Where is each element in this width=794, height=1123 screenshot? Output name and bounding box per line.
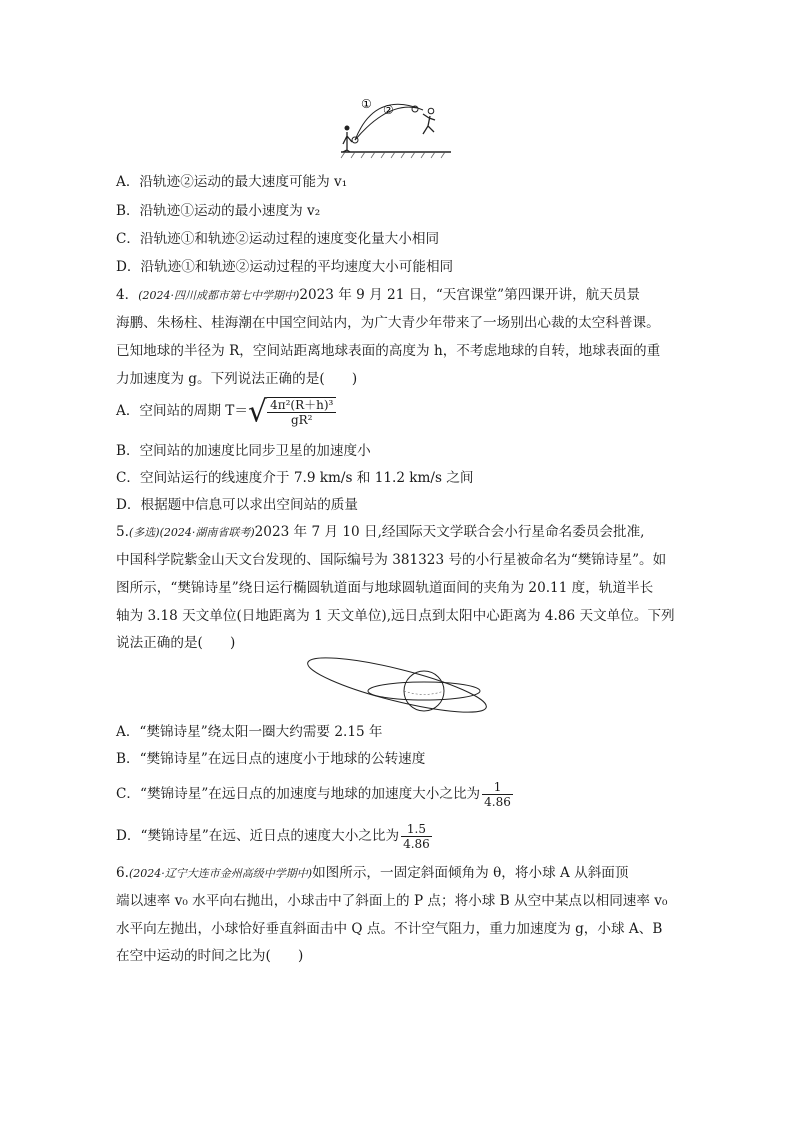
q4-text1: 2023 年 9 月 21 日，“天宫课堂”第四课开讲，航天员景 bbox=[299, 287, 641, 303]
q5-option-d bbox=[116, 818, 432, 854]
q4-stem-line4: 力加速度为 g。下列说法正确的是( ) bbox=[116, 371, 358, 387]
q4-option-a-text: A．空间站的周期 T＝ bbox=[116, 403, 248, 419]
sqrt-denominator: gR² bbox=[290, 413, 313, 427]
q5-source: (多选)(2024·湖南省联考) bbox=[128, 526, 255, 539]
q5-stem-line2: 中国科学院紫金山天文台发现的、国际编号为 381323 号的小行星被命名为“樊锦诗星”。如 bbox=[116, 552, 667, 568]
q5-option-b: B．“樊锦诗星”在远日点的速度小于地球的公转速度 bbox=[116, 751, 426, 767]
q6-number: 6. bbox=[116, 865, 129, 881]
q4-source: (2024·四川成都市第七中学期中) bbox=[138, 289, 300, 302]
q5-stem-line5: 说法正确的是( ) bbox=[116, 635, 236, 651]
q4-option-b: B．空间站的加速度比同步卫星的加速度小 bbox=[116, 443, 371, 459]
fraction-numerator: 1.5 bbox=[401, 822, 432, 837]
fraction-numerator: 1 bbox=[482, 780, 513, 795]
q4-stem-line1 bbox=[116, 285, 640, 306]
q4-number: 4． bbox=[116, 287, 139, 303]
q5-stem-line3: 图所示，“樊锦诗星”绕日运行椭圆轨道面与地球圆轨道面间的夹角为 20.11 度，轨道半长 bbox=[116, 580, 654, 596]
q5-option-c-text: C．“樊锦诗星”在远日点的加速度与地球的加速度大小之比为 bbox=[116, 786, 481, 802]
q4-option-d: D．根据题中信息可以求出空间站的质量 bbox=[116, 497, 358, 513]
q5-option-d-text: D．“樊锦诗星”在远、近日点的速度大小之比为 bbox=[116, 828, 400, 844]
q6-text1: 如图所示，一固定斜面倾角为 θ，将小球 A 从斜面顶 bbox=[312, 865, 629, 881]
fraction-denominator: 4.86 bbox=[403, 837, 430, 851]
q6-source: (2024·辽宁大连市金州高级中学期中) bbox=[128, 867, 313, 880]
trajectory-label-2: ② bbox=[383, 103, 394, 117]
q5-stem-line4: 轴为 3.18 天文单位(日地距离为 1 天文单位),远日点到太阳中心距离为 4.86 天文单位。下列 bbox=[116, 608, 675, 624]
sqrt-numerator: 4π²(R＋h)³ bbox=[267, 398, 336, 413]
q4-stem-line2: 海鹏、朱杨柱、桂海潮在中国空间站内，为广大青少年带来了一场别出心裁的太空科普课。 bbox=[116, 315, 660, 331]
q5-option-a: A．“樊锦诗星”绕太阳一圈大约需要 2.15 年 bbox=[116, 724, 383, 740]
q4-option-c: C．空间站运行的线速度介于 7.9 km/s 和 11.2 km/s 之间 bbox=[116, 470, 474, 486]
q3-option-d: D．沿轨迹①和轨迹②运动过程的平均速度大小可能相同 bbox=[116, 259, 454, 275]
q5-text1: 2023 年 7 月 10 日,经国际天文学联合会小行星命名委员会批准, bbox=[254, 524, 645, 540]
trajectory-figure bbox=[335, 92, 455, 160]
q5-option-c bbox=[116, 776, 513, 812]
q3-option-a: A．沿轨迹②运动的最大速度可能为 v₁ bbox=[116, 174, 348, 190]
trajectory-label-1: ① bbox=[361, 97, 372, 111]
q4-stem-line3: 已知地球的半径为 R，空间站距离地球表面的高度为 h，不考虑地球的自转，地球表面的重 bbox=[116, 343, 661, 359]
q5-number: 5. bbox=[116, 524, 129, 540]
orbit-figure bbox=[300, 654, 495, 716]
sqrt-formula: √ $\frac{\text{4π²(R＋h)³}}{\text{gR²}}$ bbox=[248, 395, 336, 429]
q6-stem-line1 bbox=[116, 863, 629, 884]
q5-stem-line1 bbox=[116, 522, 645, 543]
fraction bbox=[401, 822, 432, 851]
q4-option-a bbox=[116, 394, 336, 429]
q3-option-b: B．沿轨迹①运动的最小速度为 v₂ bbox=[116, 203, 321, 219]
q3-option-c: C．沿轨迹①和轨迹②运动过程的速度变化量大小相同 bbox=[116, 231, 440, 247]
q6-stem-line3: 水平向左抛出，小球恰好垂直斜面击中 Q 点。不计空气阻力，重力加速度为 g，小球 A、B bbox=[116, 921, 663, 937]
fraction-denominator: 4.86 bbox=[484, 795, 511, 809]
q6-stem-line4: 在空中运动的时间之比为( ) bbox=[116, 948, 304, 964]
q6-stem-line2: 端以速率 v₀ 水平向右抛出，小球击中了斜面上的 P 点；将小球 B 从空中某点以相同速率 v₀ bbox=[116, 893, 668, 909]
fraction bbox=[482, 780, 513, 809]
